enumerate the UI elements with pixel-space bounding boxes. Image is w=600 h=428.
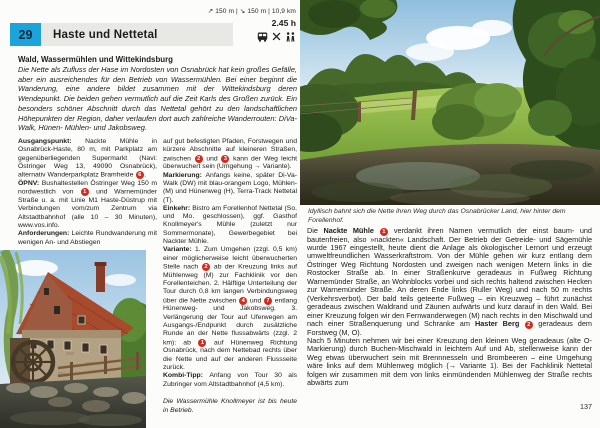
route-paragraph-1: Die Nackte Mühle 1 verdankt ihren Namen vermutlich der einst baum- und bautenfreien, also »nackten« Landschaft. Der Betrieb der Getreide- und Sägemühle wurde 1967 eingestellt, heute dient die Anlage als ökologischer Lernort und erzeugt umweltfreundlichen Wasserkraftstrom. Von der Mühle gehen wir kurz entlang dem Östringer Weg Richtung Nordosten und zweigen nach wenigen Metern links in die Rostocker Straße ab. In einer Straßenkurve geradeaus in Fußweg Richtung Warnemünder Straße, an Wohnblocks vorbei und sich rechts haltend zwischen Hecken zur Warnemünder Straße. An deren Ende links (Ruller Weg) und nach 50 m rechts (Verkehrsverbot). Der bald teils geteerte Fußweg – ein Kreuzweg – führt zunächst geradeaus zwischen Waldrand und Zäunen aufwärts und kurz darauf in den Wald. Bei einer Kreuzung folgen wir den Fernwanderwegen (M) nach rechts in den Mischwald und nach einer Straßenquerung und Schranke am Haster Berg 2 geradeaus dem Forstweg (M, O). xyxy=(307,226,592,337)
nette-photo-caption: Idyllisch bahnt sich die Nette ihren Weg durch das Osnabrücker Land, hier hinter dem Forellenhof. xyxy=(308,208,566,224)
info-anforderungen: Anforderungen: Leichte Rundwanderung mit wenigen An- und Abstiegen xyxy=(18,230,157,246)
mill-photo-caption: Die Wassermühle Knollmeyer ist bis heute in Betrieb. xyxy=(163,397,297,414)
info-markierung: Markierung: Anfangs keine, später Di-Va-Walk (DW) mit blau-orangem Logo, Mühlen- (M) und Hünenweg (H), Terra-Track Nettetal (T). xyxy=(163,171,297,204)
route-paragraph-2: Nach 5 Minuten nehmen wir bei einer Kreuzung den kleinen Weg geradeaus (alte O-Markierung) durch Buchen-Mischwald in leichtem Auf und Ab, stellenweise kann der Weg etwas überwuchert sein mit Brennnesseln und Brombeeren – eine Umgehung wäre links auf dem Mühlenweg möglich (→ Variante 1). Bei der Fachklinik Nettetal folgen wir zusammen mit dem von links einmündenden Mühlenweg der Straße rechts abwärts zum xyxy=(307,335,592,388)
info-ausgangspunkt: Ausgangspunkt: Nackte Mühle in Osnabrück-Haste, 80 m, mit Parkplatz am gegenüberliegenden Supermarkt (Navi: Östringer Weg 13, 49090 Osnabrück), alternativ Wanderparkplatz Bramheide 6 . xyxy=(18,138,157,179)
info-column-right xyxy=(163,138,297,415)
route-description xyxy=(307,227,592,388)
hikers-icon xyxy=(285,32,296,42)
info-column-left xyxy=(18,138,157,247)
info-variante: Variante: 1. Zum Umgehen (zzgl. 0,5 km) einer möglicherweise leicht überwucherten Stelle nach 2 ab der Kreuzung links auf Mühlenweg (M) zur Fachklinik vor den Forellenteichen. 2. Hälftige Unterteilung der Tour durch 0,8 km langen Verbindungsweg über die Nette zwischen 4 und 7 entlang Hünenweg- und Jakobsweg. 3. Verlängerung der Tour auf Uferwegen am Ausgangs-/Endpunkt durch zusätzliche Runde an der Nette flussabwärts (zzgl. 2 km): ab 1 auf Hünenweg Richtung Osnabrück, nach dem Nettebad rechts über die Nette und auf der anderen Flussseite zurück. xyxy=(163,246,297,372)
restaurant-icon xyxy=(272,32,281,41)
bus-icon xyxy=(257,32,268,42)
intro-heading: Wald, Wassermühlen und Wittekindsburg xyxy=(18,55,173,64)
nette-photo-illustration xyxy=(300,0,600,205)
intro-text: Die Nette als Zufluss der Hase im Nordosten von Osnabrück hat kein großes Gefälle, aber ein ausreichendes für den Betrieb von Wassermühlen. Bei einer beginnt die Wanderung, eine andere bildet zusammen mit der Wittekindsburg deren Wendepunkt. Die beiden gehen vermutlich auf die Zeit Karls des Großen zurück. Ein besonders schöner Abschnitt durch das Nettetal gehört zu den landschaftlichen Höhepunkten der Region, daher verlaufen dort auch zahlreiche Wanderrouten: DiVa-Walk, Hünen- Mühlen- und Jakobsweg. xyxy=(18,65,297,133)
info-oepnv: ÖPNV: Bushaltestellen Östringer Weg 150 m nordwestlich von 1 und Warnemünder Straße u. a. mit Linie M1 Haste-Düstrup mit Verbindungen vom/zum Zentrum via Altstadtbahnhof (alle 10 – 30 Minuten), www.vos.info. xyxy=(18,179,157,229)
page-number: 137 xyxy=(580,402,592,411)
duration: 2.45 h xyxy=(271,18,296,29)
info-einkehr: Einkehr: Bistro am Forellenhof Nettetal (So. und Mo. geschlossen), ggf. Gasthof Knollmeyer's Mühle (zuletzt nur Sommermonate), Gewerbegebiet bei Nackter Mühle. xyxy=(163,204,297,246)
nette-river-photo xyxy=(300,0,600,205)
info-anforderungen-continued: auf gut befestigten Pfaden, Forstwegen und kürzere Abschnitte auf kleineren Straßen, zwischen 2 und 3 kann der Weg leicht überwuchert sein (Umgehung → Variante). xyxy=(163,138,297,171)
tour-number-badge: 29 xyxy=(10,23,41,46)
info-kombi-tipp: Kombi-Tipp: Anfang von Tour 30 als Zubringer vom Altstadtbahnhof (4,5 km). xyxy=(163,372,297,388)
page-title: Haste und Nettetal xyxy=(41,23,233,46)
knollmeyer-mill-photo xyxy=(0,250,146,428)
elevation-distance-stats: ↗ 150 m | ↘ 150 m | 10,9 km xyxy=(207,8,296,15)
mill-photo-illustration xyxy=(0,250,146,428)
